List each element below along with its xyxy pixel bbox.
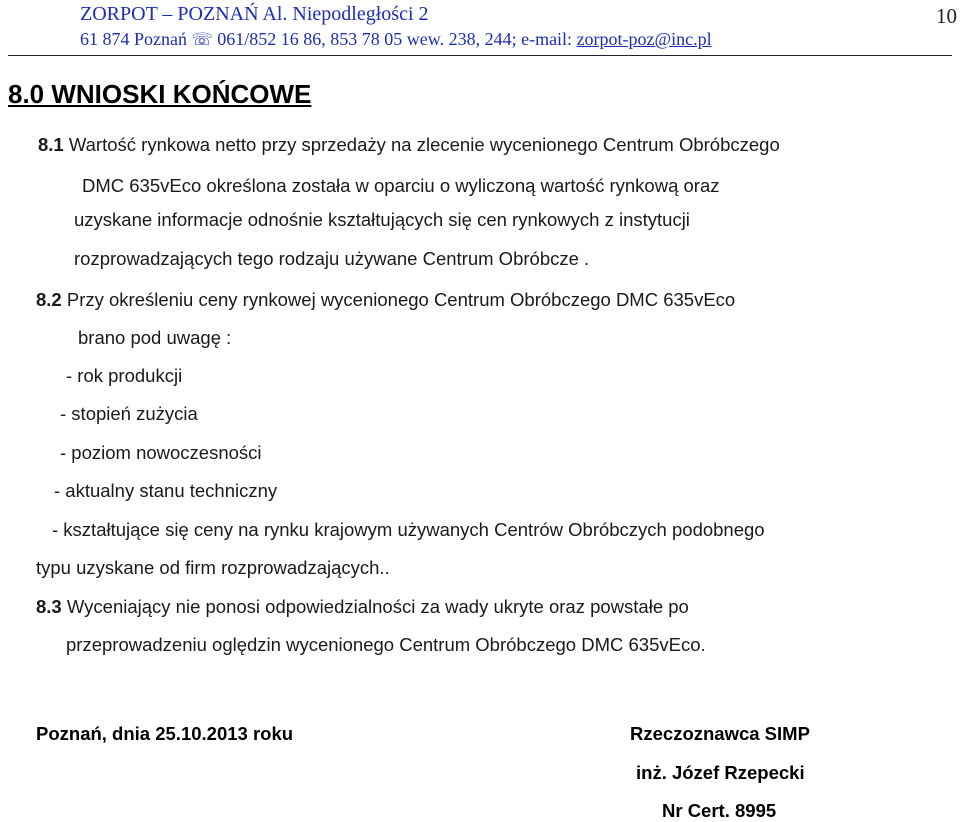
paragraph-8-1-line-3: uzyskane informacje odnośnie kształtujących się cen rynkowych z instytucji: [74, 209, 690, 230]
paragraph-text: Wartość rynkowa netto przy sprzedaży na zlecenie wycenionego Centrum Obróbczego: [68, 134, 780, 155]
paragraph-8-1-line-4: rozprowadzających tego rodzaju używane Centrum Obróbcze .: [74, 248, 590, 269]
page-number: 10: [936, 4, 957, 28]
header-phones: 061/852 16 86, 853 78 05 wew. 238, 244; e-mail:: [217, 29, 573, 49]
list-item: - rok produkcji: [66, 365, 183, 386]
list-item: - poziom nowoczesności: [60, 442, 262, 463]
paragraph-8-1-line-1: [38, 134, 780, 156]
header-email-link[interactable]: zorpot-poz@inc.pl: [576, 29, 712, 49]
paragraph-8-2-line-2: brano pod uwagę :: [78, 327, 232, 348]
paragraph-8-1-line-2: DMC 635vEco określona została w oparciu o wyliczoną wartość rynkową oraz: [82, 175, 720, 196]
certificate-number: Nr Cert. 8995: [662, 800, 777, 821]
header-company-address: ZORPOT – POZNAŃ Al. Niepodległości 2: [80, 3, 429, 25]
list-item: - aktualny stanu techniczny: [54, 480, 278, 501]
header-divider: [8, 55, 952, 56]
paragraph-text: Przy określeniu ceny rynkowej wycenionego Centrum Obróbczego DMC 635vEco: [66, 289, 736, 310]
header-city: 61 874 Poznań: [80, 29, 187, 49]
paragraph-8-2-tail: typu uzyskane od firm rozprowadzających..: [36, 557, 390, 578]
paragraph-number: 8.1: [38, 134, 64, 155]
paragraph-8-3-line-1: [36, 596, 689, 618]
section-title: 8.0 WNIOSKI KOŃCOWE: [8, 79, 312, 109]
paragraph-8-2-line-1: [36, 289, 735, 311]
paragraph-number: 8.2: [36, 289, 62, 310]
signature-name: inż. Józef Rzepecki: [636, 762, 805, 783]
signature-role: Rzeczoznawca SIMP: [630, 723, 810, 744]
header-contact-line: [80, 29, 712, 50]
list-item: - kształtujące się ceny na rynku krajowym używanych Centrów Obróbczych podobnego: [52, 519, 765, 540]
paragraph-text: Wyceniający nie ponosi odpowiedzialności za wady ukryte oraz powstałe po: [66, 596, 689, 617]
telephone-icon: ☏: [191, 30, 213, 49]
paragraph-number: 8.3: [36, 596, 62, 617]
list-item: - stopień zużycia: [60, 403, 198, 424]
place-and-date: Poznań, dnia 25.10.2013 roku: [36, 723, 294, 744]
paragraph-8-3-line-2: przeprowadzeniu oględzin wycenionego Centrum Obróbczego DMC 635vEco.: [66, 634, 706, 655]
